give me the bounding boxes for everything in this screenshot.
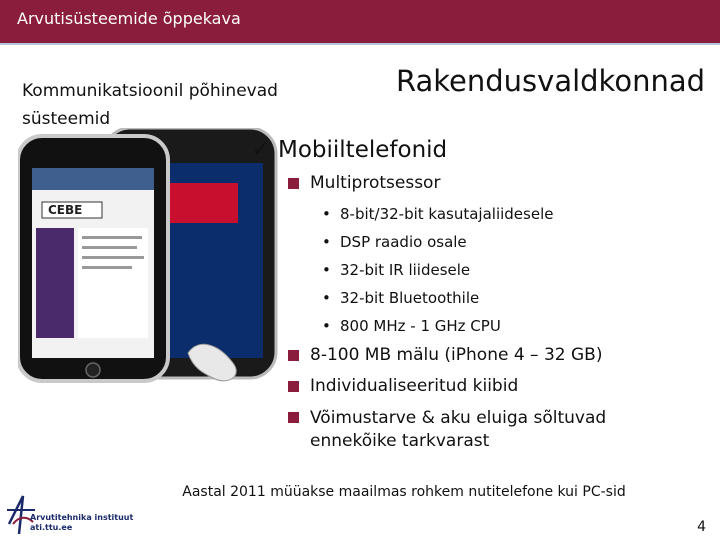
- bullet-text: DSP raadio osale: [340, 233, 467, 251]
- bullet-level3: [322, 317, 501, 335]
- bullet-text: 8-100 MB mälu (iPhone 4 – 32 GB): [310, 345, 603, 365]
- bullet-level1: [252, 137, 447, 163]
- svg-text:CEBE: CEBE: [48, 203, 83, 217]
- bullet-level3: [322, 289, 479, 307]
- dot-bullet-icon: •: [322, 289, 331, 307]
- square-bullet-icon: [288, 350, 299, 361]
- iphone-image: [18, 128, 280, 394]
- bullet-level2: [288, 345, 602, 366]
- header-divider: [0, 43, 720, 45]
- bullet-text: Mobiiltelefonid: [278, 137, 448, 163]
- bullet-text: 32-bit IR liidesele: [340, 261, 471, 279]
- bullet-level2: [288, 173, 440, 194]
- square-bullet-icon: [288, 412, 299, 423]
- header-bar: [0, 0, 720, 43]
- bullet-text: Võimustarve & aku eluiga sõltuvad ennekõike tarkvarast: [310, 408, 607, 451]
- logo-text: [30, 513, 133, 533]
- bullet-level3: [322, 261, 470, 279]
- checkmark-icon: ✓: [252, 137, 270, 161]
- logo-line2: ati.ttu.ee: [30, 523, 73, 532]
- logo-line1: Arvutitehnika instituut: [30, 513, 134, 522]
- bullet-text: 8-bit/32-bit kasutajaliidesele: [340, 205, 554, 223]
- bullet-text: Individualiseeritud kiibid: [310, 376, 519, 396]
- square-bullet-icon: [288, 381, 299, 392]
- bullet-level3: [322, 205, 553, 223]
- dot-bullet-icon: •: [322, 317, 331, 335]
- bullet-text: Multiprotsessor: [310, 173, 441, 193]
- dot-bullet-icon: •: [322, 205, 331, 223]
- bullet-text: 32-bit Bluetoothile: [340, 289, 480, 307]
- footer-note: Aastal 2011 müüakse maailmas rohkem nutitelefone kui PC-sid: [182, 484, 626, 500]
- square-bullet-icon: [288, 178, 299, 189]
- bullet-level2: [288, 376, 518, 397]
- bullet-level3: [322, 233, 467, 251]
- dot-bullet-icon: •: [322, 233, 331, 251]
- page-number: 4: [697, 519, 706, 535]
- bullet-text: 800 MHz - 1 GHz CPU: [340, 317, 501, 335]
- dot-bullet-icon: •: [322, 261, 331, 279]
- header-title: Arvutisüsteemide õppekava: [17, 9, 241, 28]
- left-heading: Kommunikatsioonil põhinevad süsteemid: [22, 81, 278, 129]
- slide-title: Rakendusvaldkonnad: [396, 64, 706, 98]
- bullet-level2: [288, 407, 670, 453]
